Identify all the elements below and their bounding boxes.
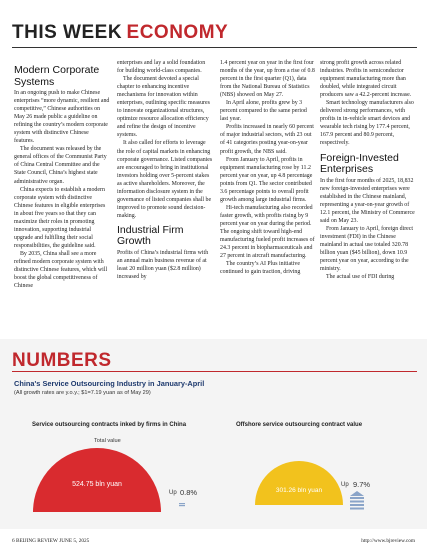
chart-note: (All growth rates are y.o.y.; $1=7.19 yuan as of May 29) (14, 390, 151, 396)
chart-2 (255, 459, 343, 511)
paragraph: From January to April, profits in equipment manufacturing rose by 11.2 percent year on year, up 4.8 percentage points from Q1. The sector contributed 3.6 percentage points to overall profit growth among large industrial firms. (220, 156, 313, 203)
article-column-2 (117, 59, 213, 281)
chart-1-value-label: 524.75 bln yuan (72, 481, 122, 488)
chart-1-half-disc (33, 448, 161, 512)
chart-2-half-disc (255, 461, 343, 505)
numbers-divider (12, 371, 417, 372)
paragraph: The document devoted a special chapter to enhancing incentive mechanisms for innovation within enterprises, outlining specific measures to innovate organizational structures, optimize resource allocation efficiency and refine the design of incentive systems. (117, 76, 210, 139)
up-arrow-bars-icon (347, 490, 367, 510)
header-title: THIS WEEK (12, 22, 123, 43)
paragraph: The document was released by the general offices of the Communist Party of China Central Committee and the State Council, China’s highest state administrative organ. (14, 146, 107, 185)
paragraph: Hi-tech manufacturing also recorded faster growth, with profits rising by 9 percent year on year during the period. The ongoing shift toward high-end manufacturing fueled profit increases of 24.3 percent in biopharmaceuticals and 27 percent in aircraft manufacturing. (220, 204, 315, 260)
footer-page-info: 6 BEIJING REVIEW JUNE 5, 2025 (12, 538, 90, 544)
chart-2-value-label: 301.26 bln yuan (275, 487, 323, 494)
chart-1-growth-label: Up (169, 490, 177, 496)
paragraph: In an ongoing push to make Chinese enterprises “more dynamic, resilient and competitive,” Chinese authorities on May 26 made public a guideline on refining the country’s modern corporate system with distinctive Chinese features. (14, 90, 110, 145)
paragraph: 1.4 percent year on year in the first four months of the year, up from a rise of 0.8 percent in the first quarter (Q1), data from the National Bureau of Statistics (NBS) showed on May 27. (220, 60, 315, 99)
header-divider (12, 47, 417, 48)
up-arrow-bars-icon (178, 500, 186, 508)
article-column-1 (14, 65, 110, 290)
paragraph: Profits of China’s industrial firms with an annual main business revenue of at least 20 million yuan ($2.8 million) increased by (117, 249, 209, 281)
paragraph: The actual use of FDI during (326, 274, 395, 281)
paragraph: In April alone, profits grew by 3 percent compared to the same period last year. (220, 100, 307, 123)
paragraph: It also called for efforts to leverage the role of capital markets in enhancing corporate governance. Listed companies are encouraged to bring in institutional investors holding over 5-percent stakes as active shareholders. Moreover, the information disclosure system in the governance of listed companies shall be improved to promote sound decision-making. (117, 140, 213, 219)
paragraph: The country’s AI Plus initiative continued to gain traction, driving (220, 261, 301, 276)
article-column-4 (320, 59, 416, 281)
article-heading-foreign: Foreign-Invested Enterprises (320, 151, 399, 176)
chart-1 (33, 446, 161, 518)
paragraph: By 2035, China shall see a more refined modern corporate system with distinctive Chinese features, which will boost the global competitiveness of Chinese (14, 250, 108, 290)
paragraph: strong profit growth across related industries. Profits in semiconductor equipment manufacturing more than doubled, while integrated circuit producers saw a 42.2-percent increase. (320, 60, 412, 99)
paragraph: In the first four months of 2025, 18,832 new foreign-invested enterprises were established in the Chinese mainland, representing a year-on-year growth of 12.1 percent, the Ministry of Commerce said on May 23. (320, 177, 415, 224)
paragraph: Smart technology manufacturers also delivered strong performances, with profits in in-vehicle smart devices and wearable tech rising by 177.4 percent, 167.9 percent and 80.9 percent, respectively. (320, 100, 414, 147)
chart-1-growth-value: 0.8% (180, 488, 198, 497)
header-category: ECONOMY (126, 22, 229, 43)
chart-2-growth-value: 9.7% (353, 480, 371, 489)
article-heading-industrial: Industrial Firm Growth (117, 223, 184, 248)
chart-2-growth-label: Up (341, 482, 349, 488)
numbers-title: NUMBERS (12, 350, 112, 371)
chart-title: China's Service Outsourcing Industry in January-April (14, 379, 205, 388)
chart-2-title: Offshore service outsourcing contract value (236, 422, 363, 428)
total-value-label: Total value (94, 438, 121, 444)
article-column-3 (220, 59, 316, 276)
section-header (12, 22, 417, 46)
paragraph: From January to April, foreign direct investment (FDI) in the Chinese mainland in actual use totaled 320.78 billion yuan ($45 billion), down 10.9 percent year on year, according to the ministry. (320, 225, 414, 273)
paragraph: enterprises and lay a solid foundation for building world-class companies. (117, 60, 206, 75)
paragraph: China expects to establish a modern corporate system with distinctive Chinese features in eligible enterprises in about five years so that they can maximize their roles in promoting innovation, supporting industrial upgrade and fulfilling their social responsibilities, the guideline said. (14, 186, 106, 249)
footer-url: http://www.bjreview.com (361, 538, 415, 544)
article-heading-corporate: Modern Corporate Systems (14, 64, 100, 88)
paragraph: Profits increased in nearly 60 percent of major industrial sectors, with 23 out of 41 categories posting year-on-year profit growth, the NBS said. (220, 124, 314, 155)
chart-1-title: Service outsourcing contracts inked by firms in China (32, 422, 187, 428)
